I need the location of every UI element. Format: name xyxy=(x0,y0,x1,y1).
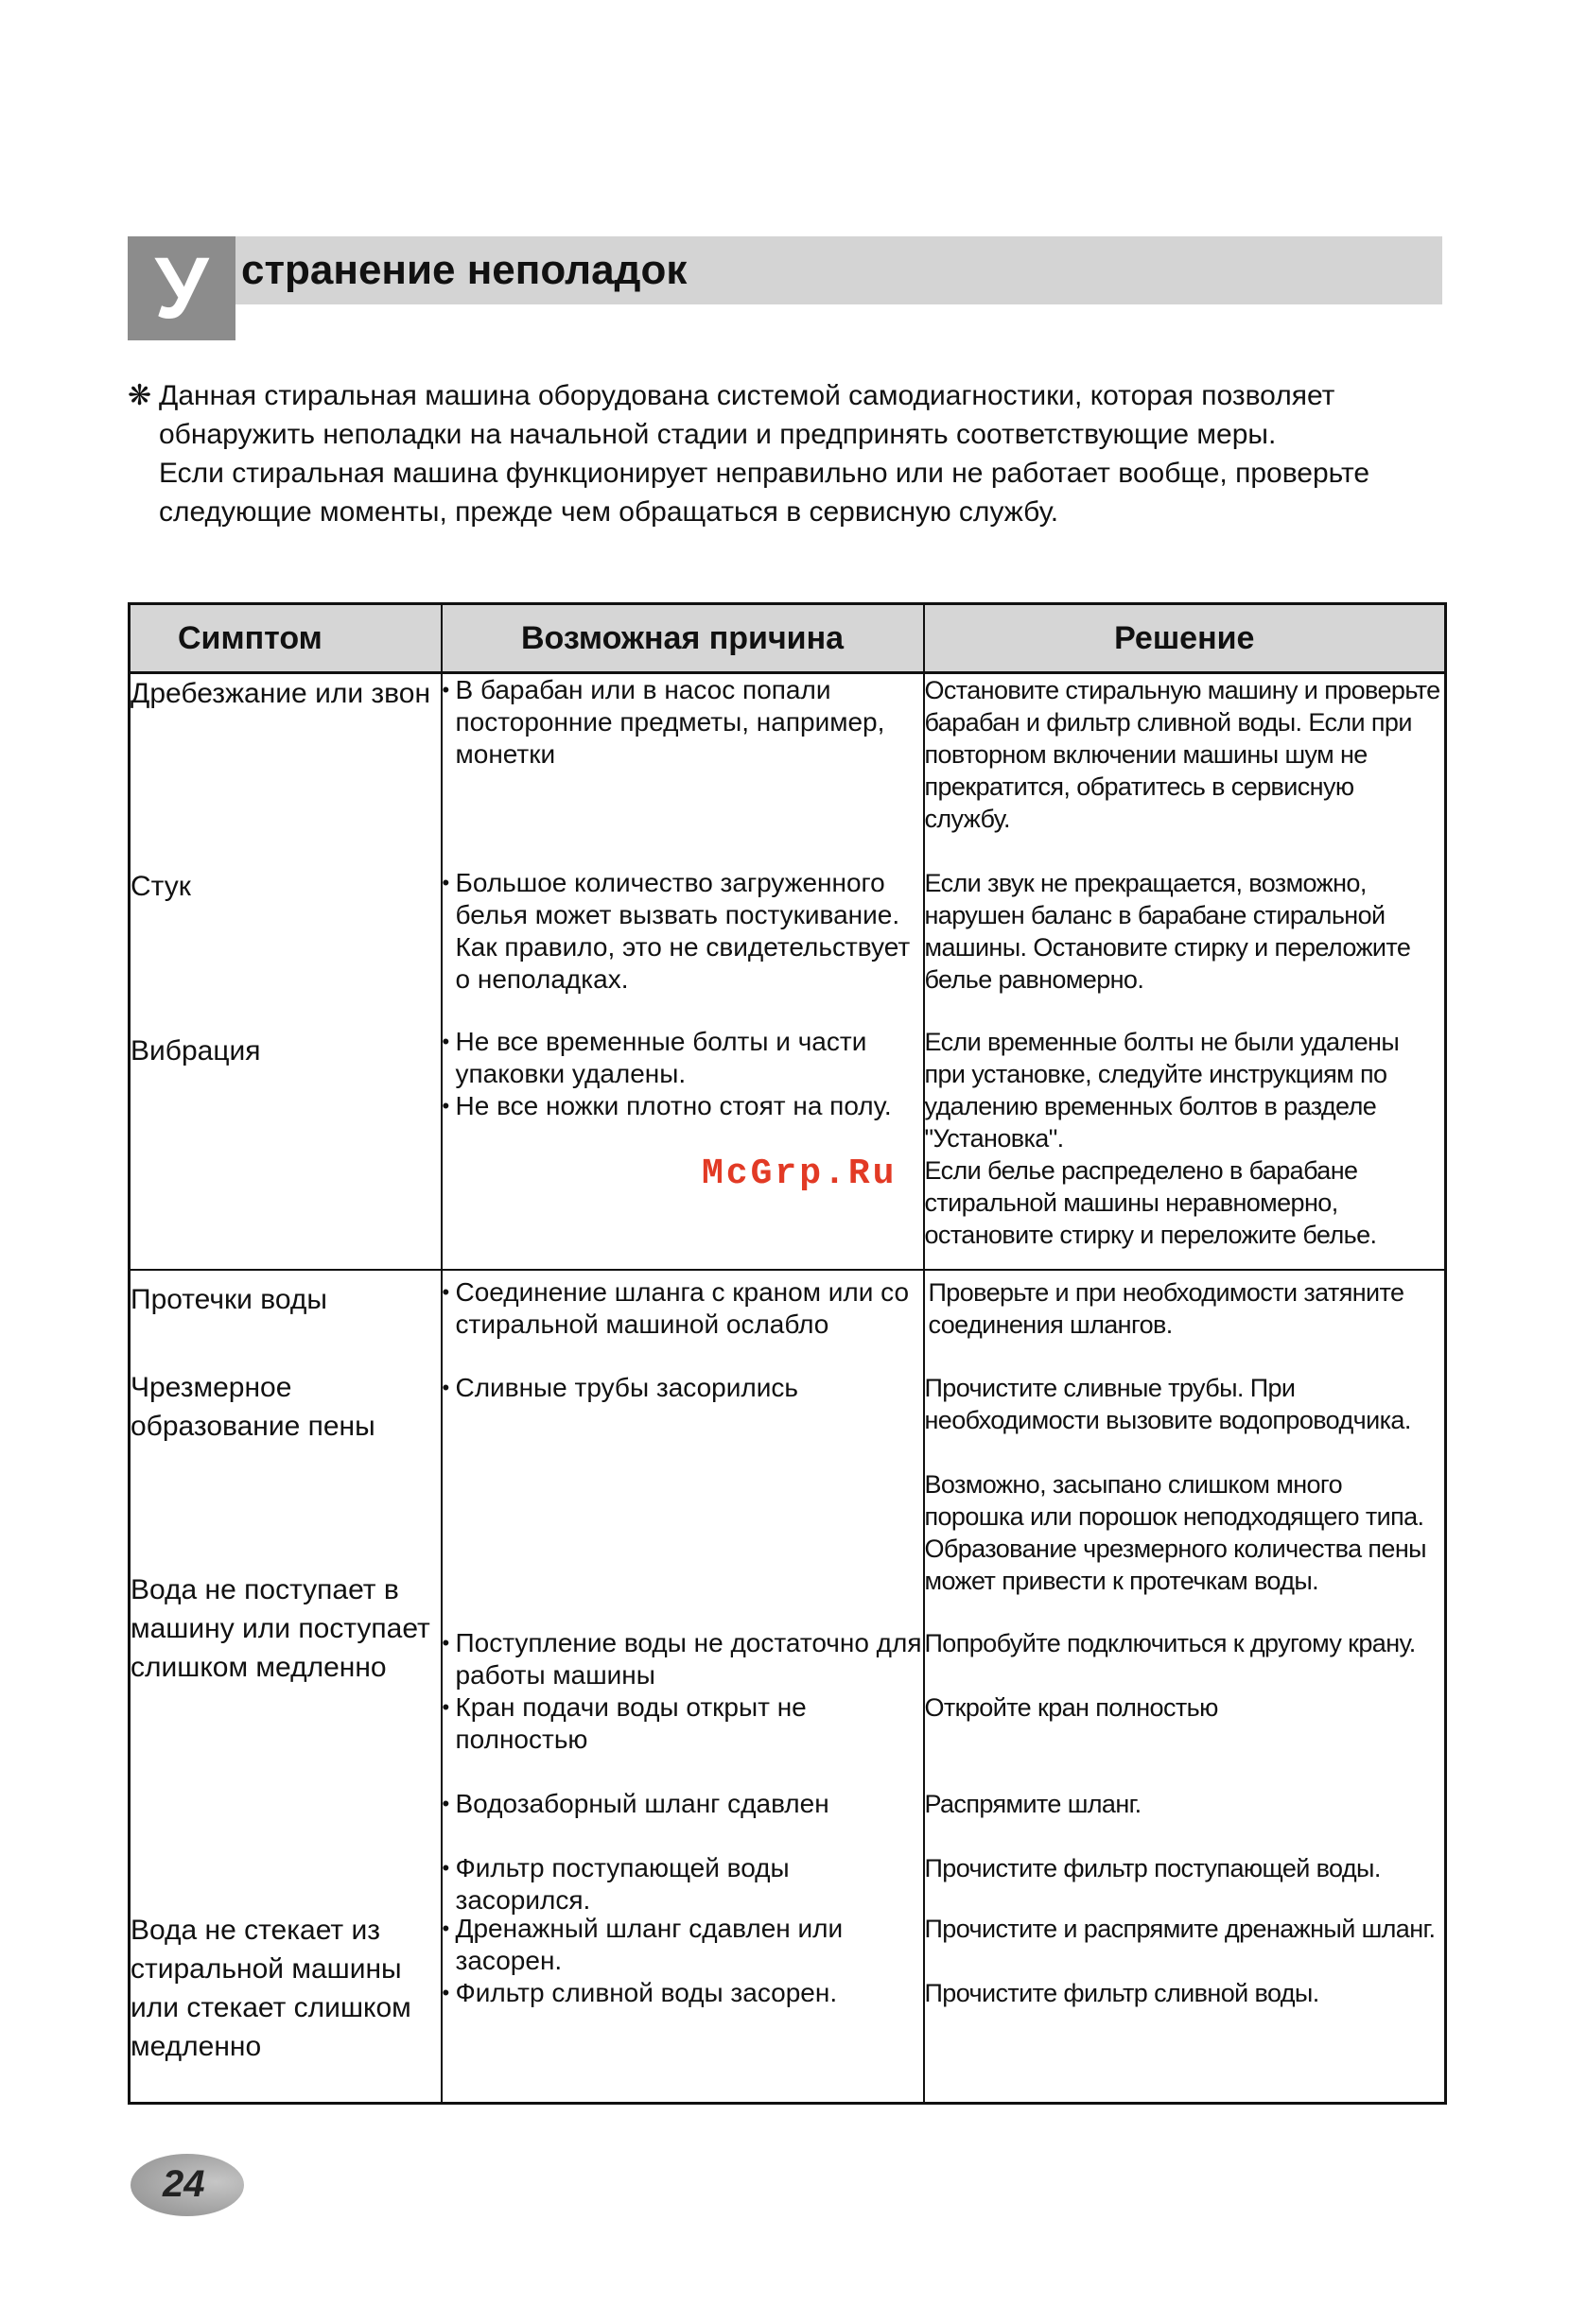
cause-item: • Сливные трубы засорились xyxy=(443,1372,923,1404)
solution-item: Прочистите сливные трубы. При необходимости вызовите водопроводчика. xyxy=(924,1373,1411,1434)
solution-cell xyxy=(924,1916,1446,2104)
solution-cell xyxy=(924,1026,1446,1270)
column-header-solution: Решение xyxy=(924,604,1446,673)
symptom-text: Чрезмерное образование пены xyxy=(131,1371,375,1442)
symptom-cell xyxy=(130,867,442,1026)
symptom-text: Вибрация xyxy=(131,1034,261,1067)
solution-item: Проверьте и при необходимости затяните соединения шлангов. xyxy=(928,1277,1404,1339)
cause-item: • Не все временные болты и части упаковки удалены. xyxy=(443,1026,923,1090)
solution-item: Попробуйте подключиться к другому крану. xyxy=(924,1628,1416,1657)
cause-item: • В барабан или в насос попали посторонние предметы, например, монетки xyxy=(443,674,923,771)
table-row xyxy=(130,1026,1446,1270)
table-row xyxy=(130,1368,1446,1597)
cause-cell xyxy=(442,1597,924,1916)
cause-item: • Водозаборный шланг сдавлен xyxy=(443,1788,923,1820)
troubleshooting-table xyxy=(128,602,1447,2105)
solution-item: Прочистите фильтр сливной воды. xyxy=(924,1978,1319,2007)
solution-cell xyxy=(924,673,1446,867)
section-initial-letter: У xyxy=(128,236,235,340)
column-header-symptom: Симптом xyxy=(130,604,442,673)
cause-cell xyxy=(442,1368,924,1597)
intro-line: следующие моменты, прежде чем обращаться в сервисную службу. xyxy=(159,496,1059,528)
watermark: McGrp.Ru xyxy=(702,1153,898,1194)
solution-item: Если белье распределено в барабане стиральной машины неравномерно, остановите стирку и переложите белье. xyxy=(924,1155,1377,1249)
symptom-cell xyxy=(130,1270,442,1368)
solution-item: Если временные болты не были удалены при установке, следуйте инструкциям по удалению временных болтов в разделе "Установка". xyxy=(924,1027,1400,1153)
cause-item: • Фильтр сливной воды засорен. xyxy=(443,1977,923,2009)
solution-item: Прочистите и распрямите дренажный шланг. xyxy=(924,1914,1436,1943)
cause-item: • Большое количество загруженного белья может вызвать постукивание. Как правило, это не свидетельствует о неполадках. xyxy=(443,867,923,996)
asterism-icon: ❋ xyxy=(128,380,152,411)
solution-item: Если звук не прекращается, возможно, нарушен баланс в барабане стиральной машины. Остановите стирку и переложите белье равномерно. xyxy=(924,868,1411,994)
cause-item: • Соединение шланга с краном или со стиральной машиной ослабло xyxy=(443,1276,923,1341)
symptom-cell xyxy=(130,1573,442,1916)
cause-cell xyxy=(442,673,924,867)
solution-cell xyxy=(924,1597,1446,1916)
cause-cell xyxy=(442,1270,924,1368)
intro-paragraph xyxy=(128,376,1452,531)
symptom-text: Протечки воды xyxy=(131,1283,327,1315)
page-number-badge xyxy=(131,2154,244,2216)
solution-cell xyxy=(924,1270,1446,1368)
solution-item: Возможно, засыпано слишком много порошка или порошок неподходящего типа. Образование чрезмерного количества пены может привести к протечкам воды. xyxy=(924,1469,1426,1595)
table-row xyxy=(130,1270,1446,1368)
cause-item: • Поступление воды не достаточно для работы машины xyxy=(443,1627,923,1691)
cause-cell xyxy=(442,1026,924,1270)
solution-item: Откройте кран полностью xyxy=(924,1692,1218,1722)
page-title: странение неполадок xyxy=(241,247,688,293)
solution-item: Распрямите шланг. xyxy=(924,1789,1142,1818)
cause-item: • Дренажный шланг сдавлен или засорен. xyxy=(443,1913,923,1977)
solution-cell xyxy=(924,1368,1446,1597)
cause-cell xyxy=(442,867,924,1026)
symptom-text: Дребезжание или звон xyxy=(131,678,431,709)
intro-line: Данная стиральная машина оборудована системой самодиагностики, которая позволяет xyxy=(159,380,1335,411)
cause-cell xyxy=(442,1913,924,2104)
symptom-text: Вода не поступает в машину или поступает слишком медленно xyxy=(131,1573,430,1683)
solution-item: Прочистите фильтр поступающей воды. xyxy=(924,1853,1381,1882)
table-row xyxy=(130,673,1446,867)
table-header-row xyxy=(130,604,1446,673)
page-number: 24 xyxy=(163,2163,205,2205)
cause-item: • Кран подачи воды открыт не полностью xyxy=(443,1691,923,1756)
symptom-text: Стук xyxy=(131,870,191,902)
symptom-cell xyxy=(130,673,442,867)
intro-line: Если стиральная машина функционирует неправильно или не работает вообще, проверьте xyxy=(159,458,1370,489)
symptom-cell xyxy=(130,1026,442,1270)
symptom-cell xyxy=(130,1368,442,1597)
solution-item: Остановите стиральную машину и проверьте барабан и фильтр сливной воды. Если при повторном включении машины шум не прекратится, обратитесь в сервисную службу. xyxy=(924,676,1440,833)
intro-line: обнаружить неполадки на начальной стадии и предпринять соответствующие меры. xyxy=(159,419,1277,450)
column-header-cause: Возможная причина xyxy=(442,604,924,673)
table-row xyxy=(130,1597,1446,1916)
solution-cell xyxy=(924,867,1446,1026)
cause-item: • Не все ножки плотно стоят на полу. xyxy=(443,1090,923,1122)
symptom-text: Вода не стекает из стиральной машины или стекает слишком медленно xyxy=(131,1914,411,2062)
symptom-cell xyxy=(130,1916,442,2104)
cause-item: • Фильтр поступающей воды засорился. xyxy=(443,1852,923,1916)
table-row xyxy=(130,1916,1446,2104)
table-row xyxy=(130,867,1446,1026)
